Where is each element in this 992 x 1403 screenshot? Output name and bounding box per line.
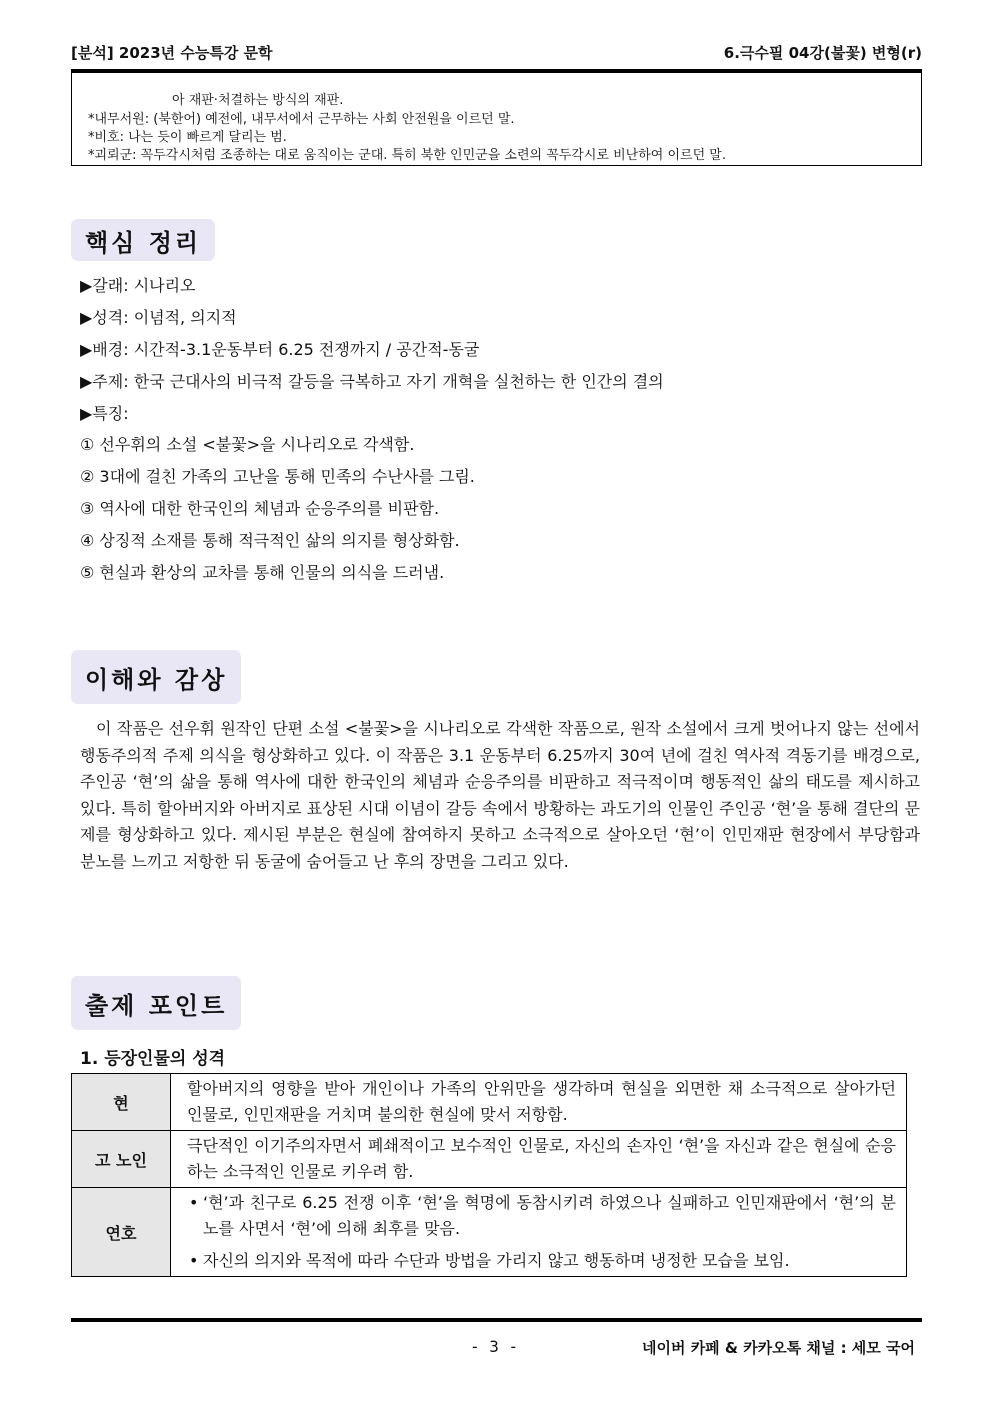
character-description-list bbox=[187, 1190, 896, 1274]
character-description bbox=[171, 1188, 907, 1277]
core-feature: ④ 상징적 소재를 통해 적극적인 삶의 의지를 형상화함. bbox=[80, 531, 460, 550]
header-right-title: 6.극수필 04강(불꽃) 변형(r) bbox=[723, 44, 922, 62]
footnote-line: *비호: 나는 듯이 빠르게 달리는 범. bbox=[88, 130, 287, 145]
core-feature: ① 선우휘의 소설 <불꽃>을 시나리오로 각색함. bbox=[80, 435, 415, 454]
character-table bbox=[71, 1073, 907, 1277]
character-name: 연호 bbox=[72, 1188, 171, 1277]
footnote-line: *괴뢰군: 꼭두각시처럼 조종하는 대로 움직이는 군대. 특히 북한 인민군을 소련의 꼭두각시로 비난하여 이르던 말. bbox=[88, 148, 726, 163]
footer-divider bbox=[71, 1318, 922, 1322]
character-name: 고 노인 bbox=[72, 1131, 171, 1188]
section-title-appreciation: 이해와 감상 bbox=[71, 650, 241, 704]
core-item: ▶갈래: 시나리오 bbox=[80, 276, 196, 295]
list-item: • 자신의 의지와 목적에 따라 수단과 방법을 가리지 않고 행동하며 냉정한 모습을 보임. bbox=[187, 1248, 896, 1274]
core-item: ▶주제: 한국 근대사의 비극적 갈등을 극복하고 자기 개혁을 실천하는 한 인간의 결의 bbox=[80, 372, 664, 391]
page-header bbox=[71, 42, 922, 62]
table-row bbox=[72, 1131, 907, 1188]
header-left-title: [분석] 2023년 수능특강 문학 bbox=[71, 44, 273, 62]
core-feature: ⑤ 현실과 환상의 교차를 통해 인물의 의식을 드러냄. bbox=[80, 563, 445, 582]
footnote-box bbox=[71, 73, 922, 166]
footer-brand: 네이버 카페 & 카카오톡 채널 : 세모 국어 bbox=[642, 1339, 915, 1357]
footnote-line: 아 재판·처결하는 방식의 재판. bbox=[172, 93, 344, 108]
core-feature: ③ 역사에 대한 한국인의 체념과 순응주의를 비판함. bbox=[80, 499, 440, 518]
list-item: • ‘현’과 친구로 6.25 전쟁 이후 ‘현’을 혁명에 동참시키려 하였으나 실패하고 인민재판에서 ‘현’의 분노를 사면서 ‘현’에 의해 최후를 맞음. bbox=[187, 1190, 896, 1242]
core-item: ▶성격: 이념적, 의지적 bbox=[80, 308, 237, 327]
appreciation-paragraph: 이 작품은 선우휘 원작인 단편 소설 <불꽃>을 시나리오로 각색한 작품으로, 원작 소설에서 크게 벗어나지 않는 선에서 행동주의적 주제 의식을 형상화하고 있다. 이 작품은 3.1 운동부터 6.25까지 30여 년에 걸친 역사적 격동기를 배경으로, 주인공 ‘현’의 삶을 통해 역사에 대한 한국인의 체념과 순응주의를 비판하고 적극적이며 행동적인 삶의 태도를 제시하고 있다. 특히 할아버지와 아버지로 표상된 시대 이념이 갈등 속에서 방황하는 과도기의 인물인 주인공 ‘현’을 통해 결단의 문제를 형상화하고 있다. 제시된 부분은 현실에 참여하지 못하고 소극적으로 살아오던 ‘현’이 인민재판 현장에서 부당함과 분노를 느끼고 저항한 뒤 동굴에 숨어들고 난 후의 장면을 그리고 있다. bbox=[80, 719, 920, 871]
page-number: - 3 - bbox=[470, 1337, 519, 1356]
section-title-points: 출제 포인트 bbox=[71, 976, 241, 1030]
core-feature: ② 3대에 걸친 가족의 고난을 통해 민족의 수난사를 그림. bbox=[80, 467, 475, 486]
character-description: 극단적인 이기주의자면서 폐쇄적이고 보수적인 인물로, 자신의 손자인 ‘현’을 자신과 같은 현실에 순응하는 소극적인 인물로 키우려 함. bbox=[171, 1131, 907, 1188]
table-row bbox=[72, 1074, 907, 1131]
character-name: 현 bbox=[72, 1074, 171, 1131]
subheading-characters: 1. 등장인물의 성격 bbox=[80, 1049, 226, 1069]
core-item: ▶배경: 시간적-3.1운동부터 6.25 전쟁까지 / 공간적-동굴 bbox=[80, 340, 480, 359]
table-row bbox=[72, 1188, 907, 1277]
core-item: ▶특징: bbox=[80, 404, 129, 423]
footnote-line: *내무서원: (북한어) 예전에, 내무서에서 근무하는 사회 안전원을 이르던 말. bbox=[88, 112, 515, 127]
section-title-core: 핵심 정리 bbox=[71, 219, 215, 261]
character-description: 할아버지의 영향을 받아 개인이나 가족의 안위만을 생각하며 현실을 외면한 채 소극적으로 살아가던 인물로, 인민재판을 거치며 불의한 현실에 맞서 저항함. bbox=[171, 1074, 907, 1131]
